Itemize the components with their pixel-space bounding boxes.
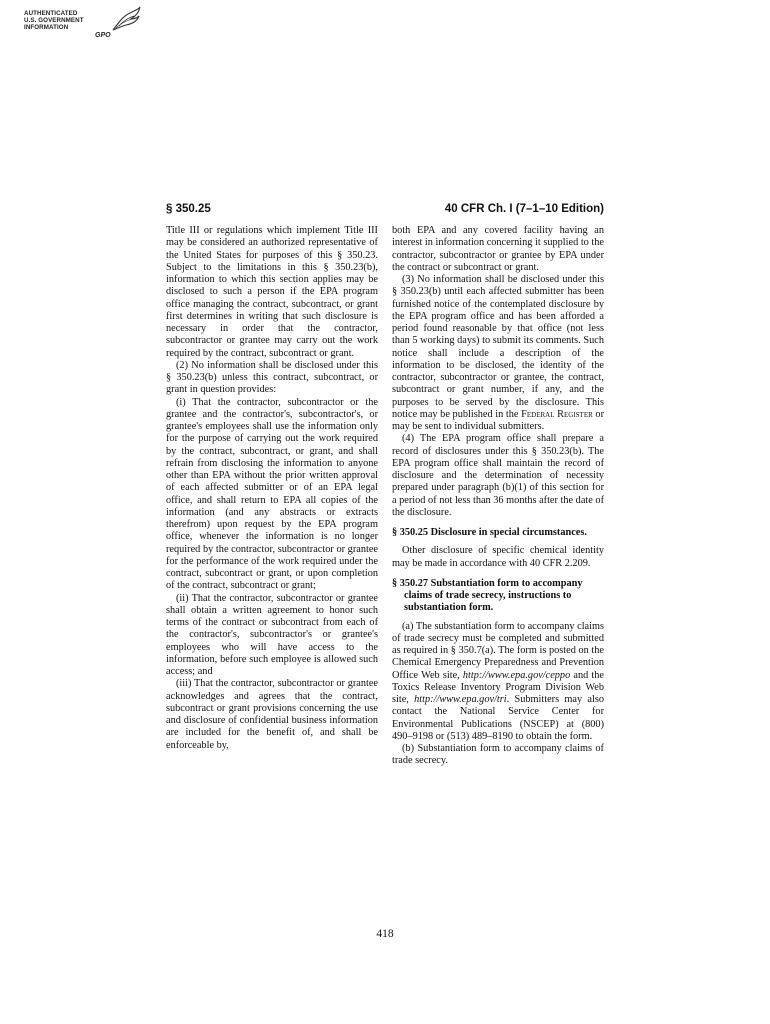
paragraph: (i) That the contractor, subcontractor or the grantee and the contractor's, subcontractor's, or grantee's employees shall use the information only for the purpose of carrying out the work required by the contract, subcontract, or grant, and shall refrain from disclosing the information to anyone other than EPA without the prior written approval of each affected submitter or of an EPA legal office, and shall return to EPA all copies of the information (and any abstracts or extracts therefrom) upon request by the EPA program office, whenever the information is no longer required by the contractor, subcontractor or grantee for the performance of the work required under the contract, subcontract or grant, or upon completion of the contract, subcontract or grant; xyxy=(166,396,378,592)
paragraph xyxy=(392,274,604,433)
paragraph: Title III or regulations which implement Title III may be considered an authorized representative of the United States for purposes of this § 350.23. Subject to the limitations in this § 350.23(b), information to which this section applies may be disclosed to such a person if the EPA program office managing the contract, subcontract, or grant first determines in writing that such disclosure is necessary in order that the contractor, subcontractor or grantee may carry out the work required by the contract, subcontract or grant. xyxy=(166,225,378,359)
seal-mark: GPO xyxy=(95,32,111,39)
seal-text xyxy=(24,10,84,31)
chapter-reference: 40 CFR Ch. I (7–1–10 Edition) xyxy=(444,203,604,215)
gpo-authentication-seal xyxy=(24,4,144,48)
paragraph: (4) The EPA program office shall prepare a record of disclosures under this § 350.23(b). The EPA program office shall maintain the record of disclosure and the determination of necessity prepared under paragraph (b)(1) of this section for a period of not less than 36 months after the date of the disclosure. xyxy=(392,433,604,518)
tri-url: http://www.epa.gov/tri xyxy=(414,694,507,705)
seal-line: U.S. GOVERNMENT xyxy=(24,17,84,24)
paragraph: both EPA and any covered facility having an interest in information concerning it supplied to the contractor, subcontractor or grantee by EPA under the contract or subcontract or grant. xyxy=(392,225,604,273)
running-head xyxy=(166,203,604,219)
ceppo-url: http://www.epa.gov/ceppo xyxy=(462,669,571,681)
paragraph-text: . Submitters may also contact the National Service Center for Environmental Publications (NSCEP) at (800) 490–9198 or (513) 489–8190 to obtain the form. xyxy=(392,694,604,742)
paragraph xyxy=(392,621,604,744)
page-number: 418 xyxy=(376,928,394,940)
paragraph: (ii) That the contractor, subcontractor or grantee shall obtain a written agreement to honor such terms of the contract or subcontract from each of the contractor's, subcontractor's or grantee's employees who will have access to the information, before such employee is allowed such access; and xyxy=(166,592,378,677)
left-column xyxy=(166,225,378,752)
seal-line: INFORMATION xyxy=(24,24,69,31)
eagle-icon xyxy=(110,6,142,36)
paragraph: (2) No information shall be disclosed under this § 350.23(b) unless this contract, subcontract, or grant in question provides: xyxy=(166,359,378,396)
paragraph: (iii) That the contractor, subcontractor or grantee acknowledges and agrees that the contract, subcontract or grant provisions concerning the use and disclosure of confidential business information are included for the benefit of, and shall be enforceable by, xyxy=(166,678,378,751)
section-reference: § 350.25 xyxy=(166,203,211,215)
paragraph: Other disclosure of specific chemical identity may be made in accordance with 40 CFR 2.209. xyxy=(392,545,604,569)
right-column xyxy=(392,225,604,768)
section-heading: § 350.27 Substantiation form to accompany claims of trade secrecy, instructions to substantiation form. xyxy=(392,577,583,614)
paragraph-text: and the Toxics Release Inventory Program Division Web site, xyxy=(392,669,604,705)
paragraph-text: or may be sent to individual submitters. xyxy=(392,408,605,432)
paragraph-text: (3) No information shall be disclosed under this § 350.23(b) until each affected submitter has been furnished notice of the contemplated disclosure by the EPA program office and has been afforded a period found reasonable by that office (not less than 5 working days) to submit its comments. Such notice shall include a description of the information to be disclosed, the identity of the contractor, subcontractor or grantee, the contract, subcontract or grant number, if any, and the purposes to be served by the disclosure. This notice may be published in the xyxy=(392,274,604,420)
seal-line: AUTHENTICATED xyxy=(24,10,78,17)
federal-register: Federal Register xyxy=(521,408,593,420)
paragraph: (b) Substantiation form to accompany claims of trade secrecy. xyxy=(392,743,604,767)
paragraph-text: (a) The substantiation form to accompany claims of trade secrecy must be completed and submitted as required in § 350.7(a). The form is posted on the Chemical Emergency Preparedness and Prevention Office Web site, xyxy=(392,620,604,681)
section-heading: § 350.25 Disclosure in special circumstances. xyxy=(392,527,587,538)
